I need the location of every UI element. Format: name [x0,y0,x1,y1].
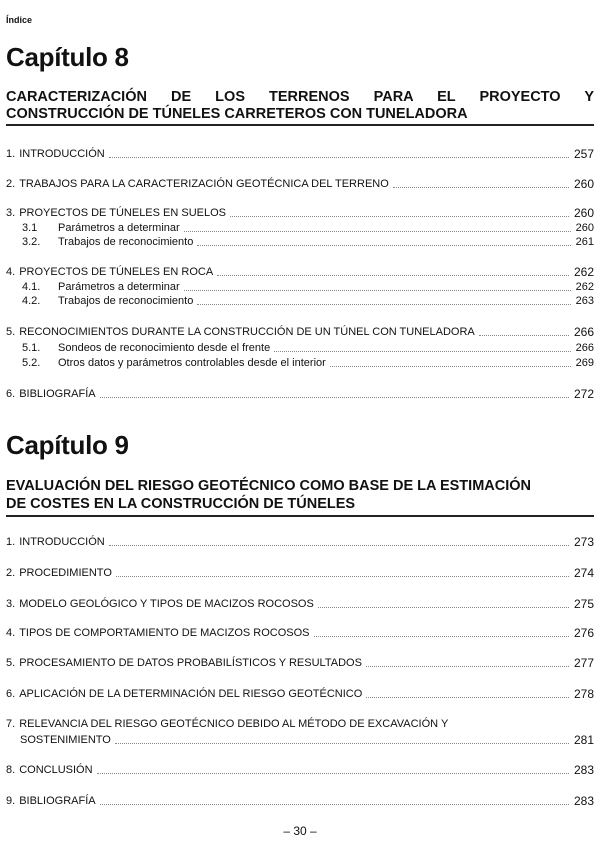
toc-entry [6,718,594,731]
toc-entry-label: RELEVANCIA DEL RIESGO GEOTÉCNICO DEBIDO AL MÉTODO DE EXCAVACIÓN Y [19,718,449,730]
toc-entry-page: 266 [575,342,594,354]
toc-entry-page: 269 [575,357,594,369]
toc-entry [6,536,594,549]
dot-leader [274,351,570,352]
dot-leader [109,157,569,158]
toc-entry-page: 260 [573,206,594,220]
toc-entry-page: 283 [573,763,594,777]
toc-entry-page: 272 [573,387,594,401]
toc-entry-number: 8. [6,764,16,776]
toc-entry-label: BIBLIOGRAFÍA [19,795,96,807]
toc-entry-continuation [20,734,594,747]
toc-entry-label: Trabajos de reconocimiento [58,295,194,307]
toc-entry [6,326,594,339]
dot-leader [100,804,569,805]
toc-entry-page: 274 [573,566,594,580]
dot-leader [393,187,569,188]
toc-entry-page: 276 [573,626,594,640]
toc-entry-number: 9. [6,795,16,807]
toc-entry-label: Sondeos de reconocimiento desde el frente [58,342,271,354]
chapter-9-heading-line1: EVALUACIÓN DEL RIESGO GEOTÉCNICO COMO BASE DE LA ESTIMACIÓN [6,478,531,494]
toc-entry-label: PROCEDIMIENTO [19,567,112,579]
toc-entry [6,148,594,161]
divider [6,124,594,126]
chapter-9-title: Capítulo 9 [6,430,129,460]
toc-entry-number: 5.1. [22,342,41,354]
toc-entry [22,357,594,370]
toc-entry-number: 4. [6,266,16,278]
dot-leader [109,545,569,546]
dot-leader [197,245,570,246]
toc-entry-number: 1. [6,536,16,548]
toc-entry-page: 262 [575,281,594,293]
toc-entry-label: Otros datos y parámetros controlables desde el interior [58,357,326,369]
dot-leader [330,366,571,367]
toc-entry-label: Parámetros a determinar [58,222,180,234]
dot-leader [115,743,569,744]
toc-entry-label: RECONOCIMIENTOS DURANTE LA CONSTRUCCIÓN DE UN TÚNEL CON TUNELADORA [19,326,475,338]
toc-entry-page: 261 [575,236,594,248]
toc-entry-page: 278 [573,687,594,701]
dot-leader [97,773,569,774]
toc-entry-label: INTRODUCCIÓN [19,536,105,548]
toc-entry-label: CONCLUSIÓN [19,764,93,776]
dot-leader [366,666,569,667]
toc-entry-label: MODELO GEOLÓGICO Y TIPOS DE MACIZOS ROCOSOS [19,598,314,610]
toc-entry [6,388,594,401]
toc-entry-label: Trabajos de reconocimiento [58,236,194,248]
toc-entry-label: PROYECTOS DE TÚNELES EN ROCA [19,266,214,278]
toc-entry-page: 275 [573,597,594,611]
toc-entry-number: 5. [6,326,16,338]
toc-entry [22,295,594,308]
toc-entry-number: 4. [6,627,16,639]
chapter-9-heading-line2: DE COSTES EN LA CONSTRUCCIÓN DE TÚNELES [6,496,356,512]
toc-entry [22,342,594,355]
toc-entry [22,222,594,235]
toc-entry-label: BIBLIOGRAFÍA [19,388,96,400]
dot-leader [217,275,569,276]
toc-entry-page: 263 [575,295,594,307]
toc-entry-label: SOSTENIMIENTO [20,734,111,746]
toc-entry [6,567,594,580]
toc-entry-page: 277 [573,656,594,670]
toc-entry-number: 3. [6,207,16,219]
dot-leader [366,697,569,698]
dot-leader [116,576,569,577]
toc-entry-number: 6. [6,688,16,700]
toc-entry-number: 2. [6,567,16,579]
toc-entry-page: 283 [573,794,594,808]
dot-leader [479,335,569,336]
toc-entry [6,657,594,670]
toc-entry [6,207,594,220]
toc-entry-number: 4.2. [22,295,41,307]
toc-entry-label: PROYECTOS DE TÚNELES EN SUELOS [19,207,227,219]
toc-entry-number: 3.2. [22,236,41,248]
dot-leader [100,397,569,398]
dot-leader [184,290,571,291]
toc-entry [6,764,594,777]
toc-entry-label: PROCESAMIENTO DE DATOS PROBABILÍSTICOS Y RESULTADOS [19,657,362,669]
toc-entry [6,627,594,640]
toc-entry-number: 1. [6,148,16,160]
toc-entry-label: Parámetros a determinar [58,281,180,293]
toc-entry-label: INTRODUCCIÓN [19,148,105,160]
toc-entry [6,266,594,279]
toc-entry [6,178,594,191]
toc-entry-number: 5.2. [22,357,41,369]
chapter-8-heading-line1: CARACTERIZACIÓN DE LOS TERRENOS PARA EL PROYECTO Y [6,89,594,105]
dot-leader [184,231,571,232]
chapter-8-title: Capítulo 8 [6,42,129,72]
toc-entry-page: 260 [573,177,594,191]
toc-entry-page: 273 [573,535,594,549]
divider [6,515,594,517]
chapter-8-heading-line2: CONSTRUCCIÓN DE TÚNELES CARRETEROS CON TUNELADORA [6,106,468,122]
dot-leader [314,636,569,637]
toc-entry-page: 262 [573,265,594,279]
toc-entry-number: 3. [6,598,16,610]
toc-entry-number: 3.1 [22,222,38,234]
page-number: – 30 – [283,824,317,838]
toc-entry-number: 7. [6,718,16,730]
toc-entry-label: APLICACIÓN DE LA DETERMINACIÓN DEL RIESGO GEOTÉCNICO [19,688,363,700]
toc-entry [6,688,594,701]
section-label: Índice [6,15,33,25]
toc-entry [6,598,594,611]
toc-entry-page: 281 [573,733,594,747]
toc-entry [22,281,594,294]
toc-entry-label: TRABAJOS PARA LA CARACTERIZACIÓN GEOTÉCNICA DEL TERRENO [19,178,389,190]
toc-entry [22,236,594,249]
toc-entry-page: 266 [573,325,594,339]
toc-entry-number: 5. [6,657,16,669]
toc-entry-number: 2. [6,178,16,190]
toc-entry-number: 6. [6,388,16,400]
dot-leader [230,216,569,217]
dot-leader [197,304,570,305]
toc-entry-page: 260 [575,222,594,234]
toc-entry-page: 257 [573,147,594,161]
dot-leader [318,607,569,608]
toc-entry [6,795,594,808]
toc-entry-label: TIPOS DE COMPORTAMIENTO DE MACIZOS ROCOSOS [19,627,310,639]
toc-entry-number: 4.1. [22,281,41,293]
